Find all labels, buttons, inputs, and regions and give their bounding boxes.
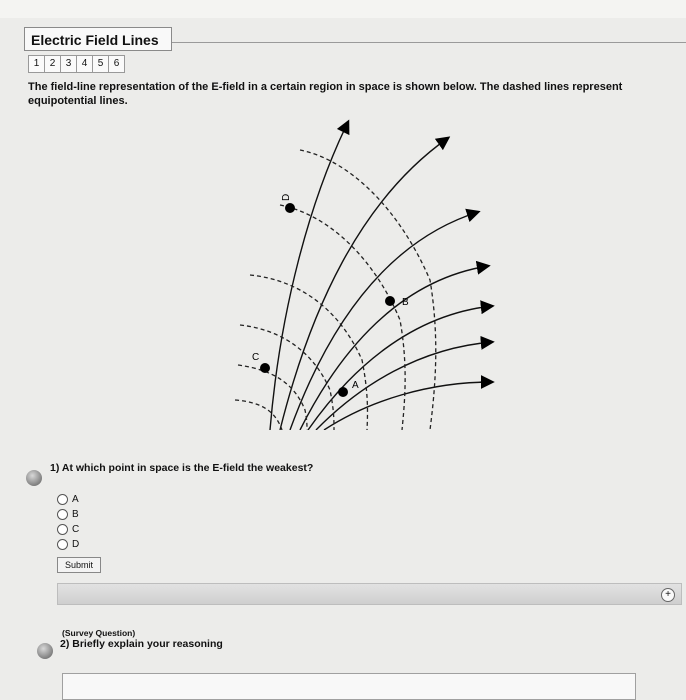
question-status-icon bbox=[26, 470, 42, 486]
tab-3[interactable]: 3 bbox=[61, 56, 77, 72]
point-c-marker bbox=[260, 363, 270, 373]
radio-icon[interactable] bbox=[57, 539, 68, 550]
answer-options bbox=[57, 492, 79, 552]
question-tabs bbox=[28, 55, 125, 73]
field-lines-diagram bbox=[230, 110, 500, 430]
option-label: C bbox=[72, 524, 80, 535]
point-b-marker bbox=[385, 296, 395, 306]
option-a[interactable] bbox=[57, 492, 79, 507]
field-line bbox=[280, 138, 448, 430]
field-line bbox=[316, 342, 492, 430]
option-label: A bbox=[72, 494, 79, 505]
answer-textbox[interactable] bbox=[62, 673, 636, 700]
question-status-icon bbox=[37, 643, 53, 659]
point-d-label: D bbox=[281, 193, 292, 201]
title-divider bbox=[172, 42, 686, 43]
tab-5[interactable]: 5 bbox=[93, 56, 109, 72]
equipotential-line bbox=[235, 400, 282, 430]
radio-icon[interactable] bbox=[57, 524, 68, 535]
field-line bbox=[324, 382, 492, 430]
option-label: D bbox=[72, 539, 80, 550]
survey-label: (Survey Question) bbox=[62, 628, 136, 638]
option-b[interactable] bbox=[57, 507, 79, 522]
option-c[interactable] bbox=[57, 522, 79, 537]
radio-icon[interactable] bbox=[57, 509, 68, 520]
equipotential-line bbox=[300, 150, 436, 430]
plus-icon[interactable]: + bbox=[661, 588, 675, 602]
section-bar bbox=[57, 583, 682, 605]
point-c-label: C bbox=[252, 352, 260, 363]
tab-4[interactable]: 4 bbox=[77, 56, 93, 72]
page-title: Electric Field Lines bbox=[24, 27, 172, 51]
submit-button[interactable]: Submit bbox=[57, 557, 101, 573]
radio-icon[interactable] bbox=[57, 494, 68, 505]
top-strip bbox=[0, 0, 686, 18]
point-a-marker bbox=[338, 387, 348, 397]
option-label: B bbox=[72, 509, 79, 520]
option-d[interactable] bbox=[57, 537, 79, 552]
tab-6[interactable]: 6 bbox=[113, 58, 120, 69]
problem-prompt: The field-line representation of the E-field in a certain region in space is shown below. The dashed lines represent equipotential lines. bbox=[28, 81, 623, 107]
point-d-marker bbox=[285, 203, 295, 213]
point-b-label: B bbox=[402, 297, 409, 308]
point-a-label: A bbox=[352, 380, 359, 391]
question-1-text: 1) At which point in space is the E-field the weakest? bbox=[50, 462, 314, 474]
tab-1[interactable]: 1 bbox=[29, 56, 45, 72]
equipotential-line bbox=[238, 365, 307, 430]
tab-2[interactable]: 2 bbox=[45, 56, 61, 72]
question-2-text: 2) Briefly explain your reasoning bbox=[60, 638, 223, 650]
